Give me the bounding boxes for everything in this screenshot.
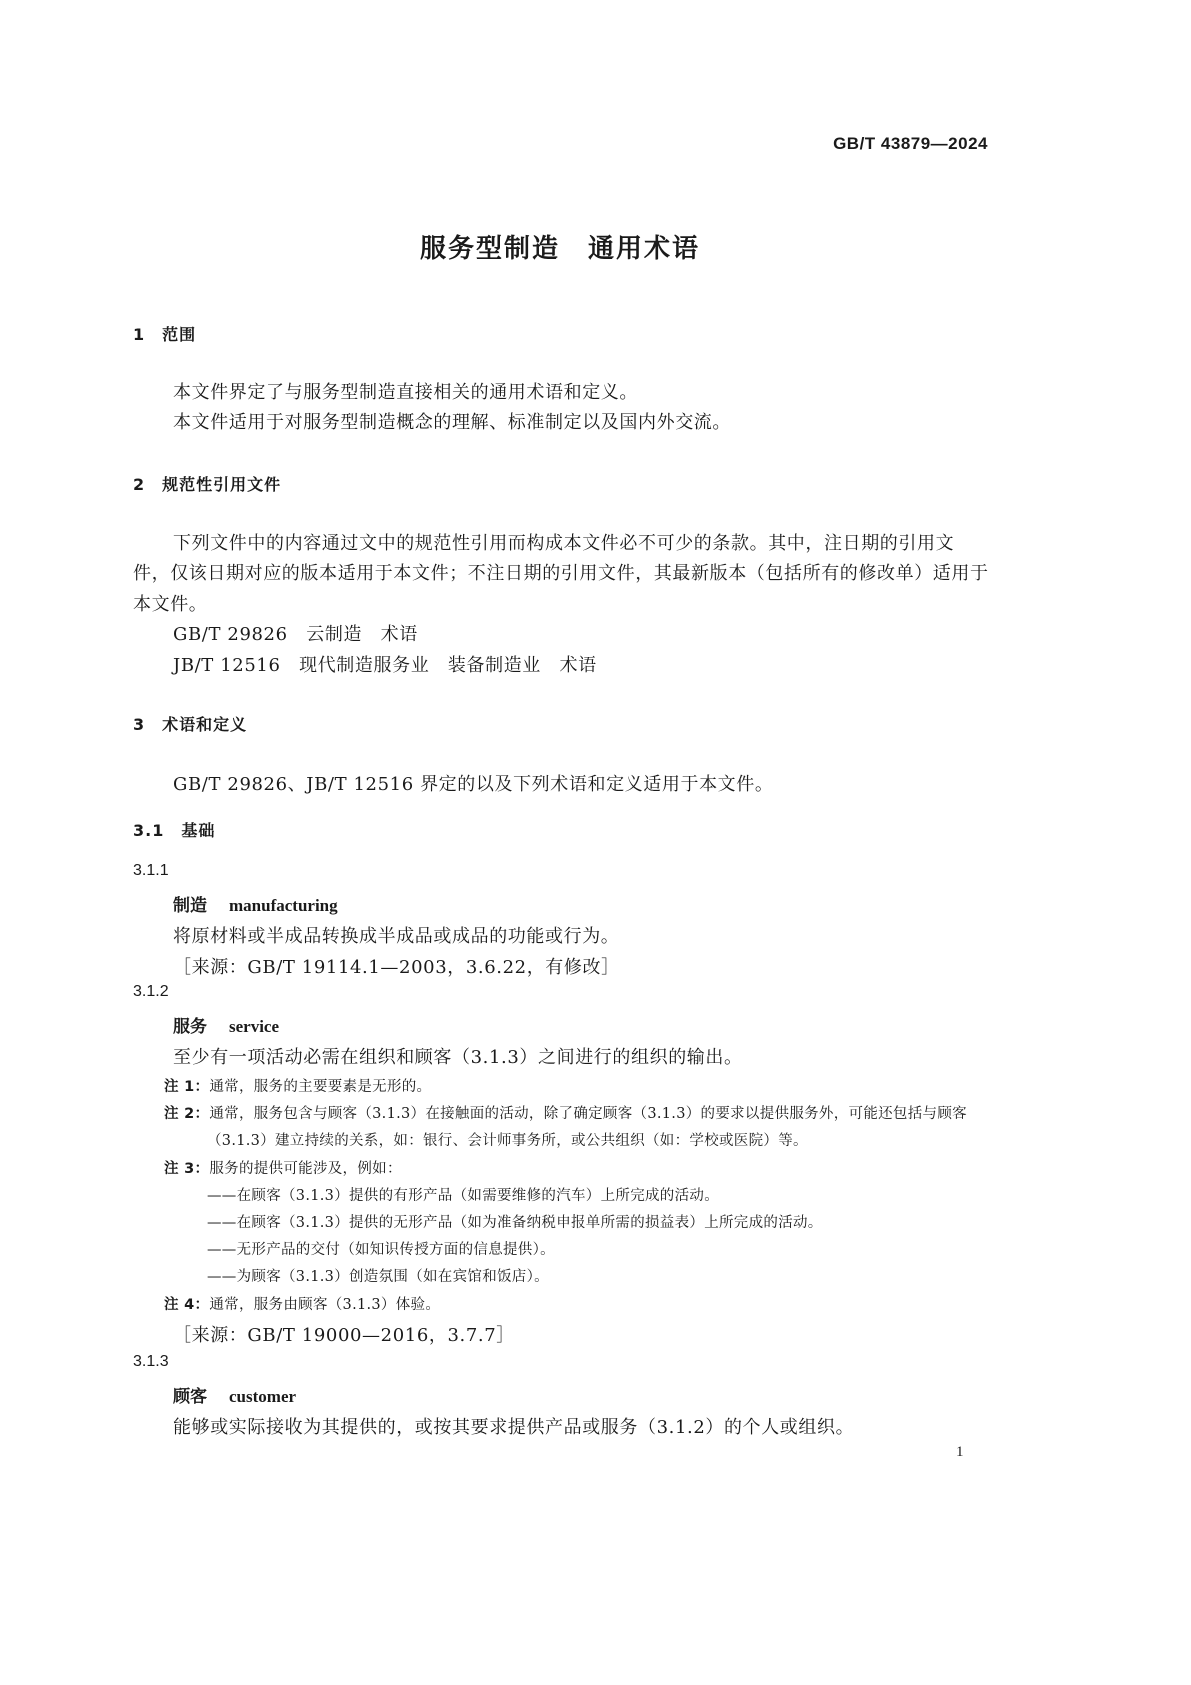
page-number: 1 bbox=[956, 1444, 964, 1460]
reference-jbt-12516: JB/T 12516 现代制造服务业 装备制造业 术语 bbox=[173, 655, 597, 676]
reference-gbt-29826: GB/T 29826 云制造 术语 bbox=[173, 624, 418, 645]
term-en: customer bbox=[229, 1387, 297, 1406]
term-source: ［来源：GB/T 19000—2016，3.7.7］ bbox=[173, 1325, 515, 1346]
standard-number: GB/T 43879—2024 bbox=[833, 134, 988, 153]
note-text: 服务的提供可能涉及，例如： bbox=[209, 1161, 402, 1177]
section-3-heading: 3 术语和定义 bbox=[133, 715, 248, 734]
term-zh: 制造 bbox=[173, 896, 207, 916]
section-3-1-heading: 3.1 基础 bbox=[133, 821, 216, 840]
section-1-paragraph-1: 本文件界定了与服务型制造直接相关的通用术语和定义。 bbox=[173, 382, 638, 403]
note-4 bbox=[164, 1293, 440, 1314]
section-2-heading: 2 规范性引用文件 bbox=[133, 475, 282, 494]
note-2 bbox=[164, 1102, 967, 1123]
term-heading bbox=[173, 1012, 279, 1037]
section-2-line-3: 本文件。 bbox=[133, 594, 208, 615]
note-text: 通常，服务包含与顾客（3.1.3）在接触面的活动，除了确定顾客（3.1.3）的要求以提供服务外，可能还包括与顾客 bbox=[209, 1106, 967, 1122]
term-heading bbox=[173, 891, 338, 916]
term-en: service bbox=[229, 1017, 280, 1036]
section-3-intro: GB/T 29826、JB/T 12516 界定的以及下列术语和定义适用于本文件。 bbox=[173, 774, 774, 795]
term-definition: 能够或实际接收为其提供的，或按其要求提供产品或服务（3.1.2）的个人或组织。 bbox=[173, 1417, 855, 1438]
note-label: 注 2： bbox=[164, 1106, 210, 1122]
term-heading bbox=[173, 1382, 296, 1407]
note-1 bbox=[164, 1075, 431, 1096]
note-3 bbox=[164, 1157, 402, 1178]
note-3-item: ——在顾客（3.1.3）提供的有形产品（如需要维修的汽车）上所完成的活动。 bbox=[207, 1188, 719, 1204]
term-definition: 将原材料或半成品转换成半成品或成品的功能或行为。 bbox=[173, 926, 620, 947]
note-3-item: ——无形产品的交付（如知识传授方面的信息提供）。 bbox=[207, 1242, 555, 1258]
section-2-line-2: 件，仅该日期对应的版本适用于本文件；不注日期的引用文件，其最新版本（包括所有的修改单）适用于 bbox=[133, 563, 989, 584]
term-zh: 顾客 bbox=[173, 1387, 207, 1407]
term-source: ［来源：GB/T 19114.1—2003，3.6.22，有修改］ bbox=[173, 957, 620, 978]
note-text: 通常，服务由顾客（3.1.3）体验。 bbox=[209, 1297, 441, 1313]
note-3-item: ——在顾客（3.1.3）提供的无形产品（如为准备纳税申报单所需的损益表）上所完成的活动。 bbox=[207, 1215, 823, 1231]
section-1-paragraph-2: 本文件适用于对服务型制造概念的理解、标准制定以及国内外交流。 bbox=[173, 412, 731, 433]
section-2-line-1: 下列文件中的内容通过文中的规范性引用而构成本文件必不可少的条款。其中，注日期的引用文 bbox=[173, 533, 955, 554]
term-zh: 服务 bbox=[173, 1017, 207, 1037]
term-definition: 至少有一项活动必需在组织和顾客（3.1.3）之间进行的组织的输出。 bbox=[173, 1047, 743, 1068]
term-number: 3.1.2 bbox=[133, 983, 169, 1000]
note-label: 注 1： bbox=[164, 1079, 210, 1095]
term-number: 3.1.1 bbox=[133, 862, 169, 879]
note-3-item: ——为顾客（3.1.3）创造氛围（如在宾馆和饭店）。 bbox=[207, 1269, 549, 1285]
term-number: 3.1.3 bbox=[133, 1353, 169, 1370]
section-1-heading: 1 范围 bbox=[133, 325, 197, 344]
note-text: 通常，服务的主要要素是无形的。 bbox=[209, 1079, 432, 1095]
term-en: manufacturing bbox=[229, 896, 338, 915]
note-label: 注 3： bbox=[164, 1161, 210, 1177]
page-title: 服务型制造 通用术语 bbox=[419, 234, 700, 264]
note-label: 注 4： bbox=[164, 1297, 210, 1313]
note-2-continuation: （3.1.3）建立持续的关系，如：银行、会计师事务所，或公共组织（如：学校或医院）等。 bbox=[207, 1133, 808, 1149]
